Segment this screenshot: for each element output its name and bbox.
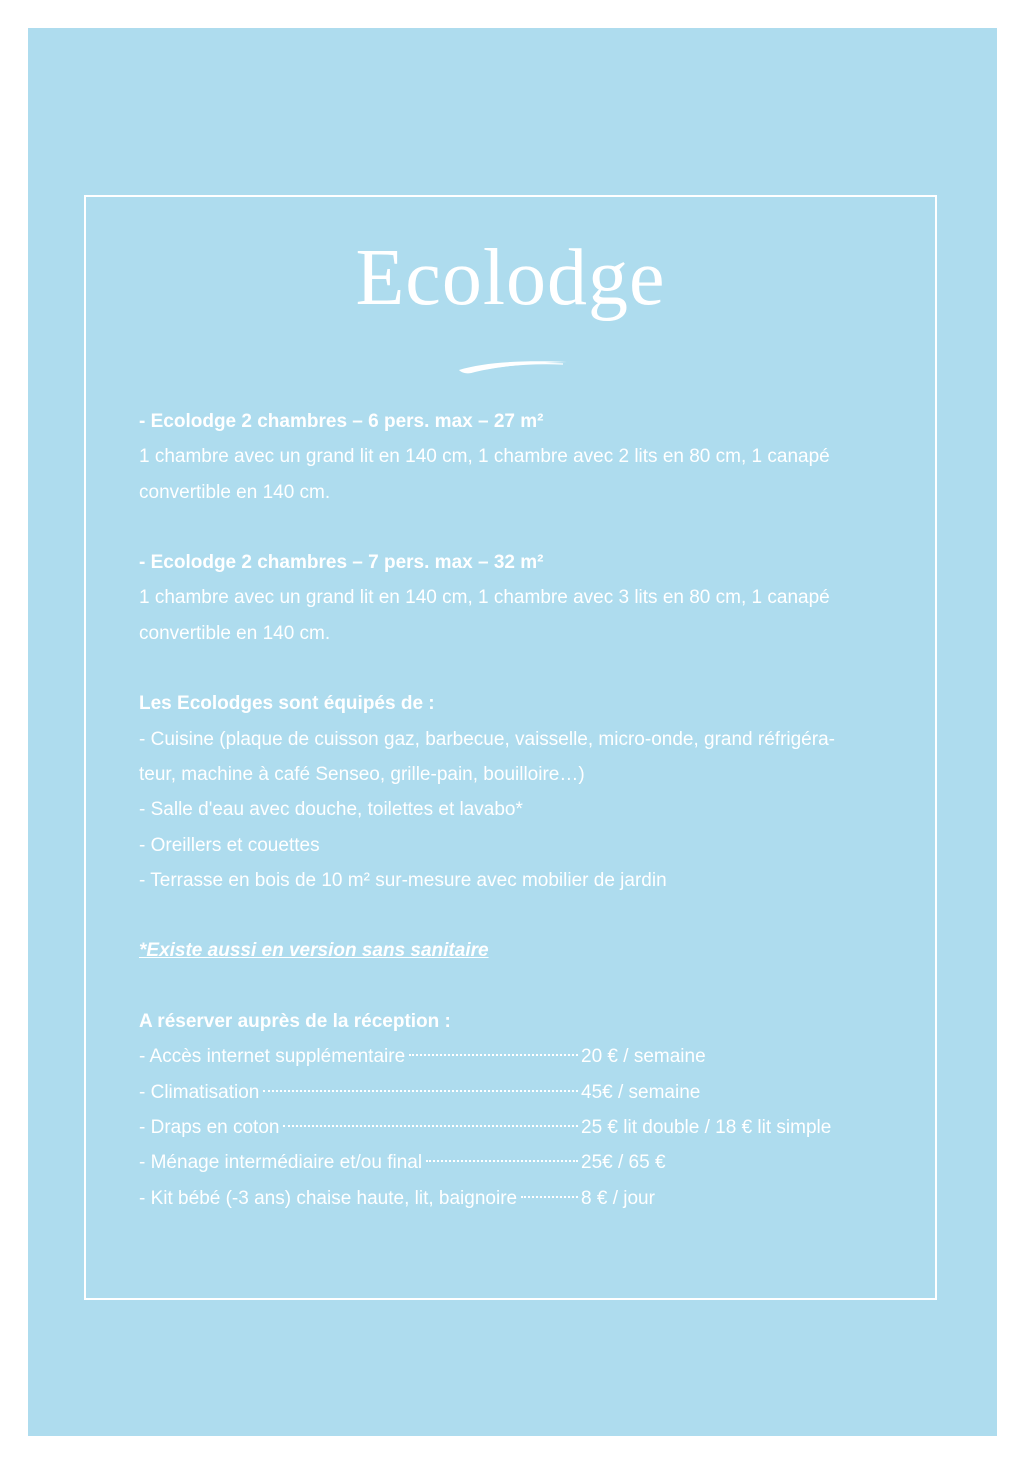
unit-description-line: convertible en 140 cm. bbox=[139, 481, 331, 503]
price-row bbox=[139, 1039, 869, 1074]
sanitary-note: *Existe aussi en version sans sanitaire bbox=[139, 940, 489, 962]
unit-heading: - Ecolodge 2 chambres – 6 pers. max – 27 m² bbox=[139, 411, 544, 432]
price-value: 25 € lit double / 18 € lit simple bbox=[581, 1116, 832, 1138]
price-value: 25€ / 65 € bbox=[581, 1152, 666, 1174]
dot-leader bbox=[409, 1054, 578, 1056]
unit-description-line: 1 chambre avec un grand lit en 140 cm, 1 chambre avec 2 lits en 80 cm, 1 canapé bbox=[139, 446, 830, 468]
price-value: 45€ / semaine bbox=[581, 1081, 701, 1103]
equipment-item: - Salle d'eau avec douche, toilettes et lavabo* bbox=[139, 799, 523, 821]
price-row bbox=[139, 1075, 869, 1110]
price-label: - Accès internet supplémentaire bbox=[139, 1046, 406, 1068]
reservation-heading: A réserver auprès de la réception : bbox=[139, 1011, 451, 1033]
price-row bbox=[139, 1110, 869, 1145]
unit-description-line: convertible en 140 cm. bbox=[139, 622, 331, 644]
dot-leader bbox=[521, 1196, 578, 1198]
price-label-cell bbox=[139, 1039, 581, 1074]
price-value: 20 € / semaine bbox=[581, 1046, 706, 1068]
equipment-item: teur, machine à café Senseo, grille-pain, bouilloire…) bbox=[139, 763, 585, 785]
main-content bbox=[139, 404, 909, 1216]
price-label-cell bbox=[139, 1181, 581, 1216]
spacer bbox=[139, 969, 909, 1004]
price-row bbox=[139, 1145, 869, 1180]
dot-leader bbox=[283, 1125, 578, 1127]
price-label-cell bbox=[139, 1110, 581, 1145]
price-label-cell bbox=[139, 1145, 581, 1180]
price-label-cell bbox=[139, 1075, 581, 1110]
unit-heading: - Ecolodge 2 chambres – 7 pers. max – 32 m² bbox=[139, 552, 544, 574]
price-label: - Ménage intermédiaire et/ou final bbox=[139, 1152, 423, 1174]
decorative-swash-icon bbox=[455, 352, 570, 378]
spacer bbox=[139, 651, 909, 686]
page-title: Ecolodge bbox=[355, 234, 666, 322]
unit-description-line: 1 chambre avec un grand lit en 140 cm, 1 chambre avec 3 lits en 80 cm, 1 canapé bbox=[139, 587, 830, 609]
price-row bbox=[139, 1181, 869, 1216]
equipment-item: - Cuisine (plaque de cuisson gaz, barbecue, vaisselle, micro-onde, grand réfrigéra- bbox=[139, 728, 835, 750]
equipment-item: - Terrasse en bois de 10 m² sur-mesure avec mobilier de jardin bbox=[139, 869, 667, 891]
dot-leader bbox=[426, 1160, 578, 1162]
spacer bbox=[139, 510, 909, 545]
spacer bbox=[139, 898, 909, 933]
price-value: 8 € / jour bbox=[581, 1187, 655, 1209]
price-label: - Kit bébé (-3 ans) chaise haute, lit, baignoire bbox=[139, 1187, 518, 1209]
equipment-heading: Les Ecolodges sont équipés de : bbox=[139, 693, 435, 715]
equipment-item: - Oreillers et couettes bbox=[139, 834, 320, 856]
price-label: - Climatisation bbox=[139, 1081, 260, 1103]
price-label: - Draps en coton bbox=[139, 1116, 280, 1138]
dot-leader bbox=[263, 1090, 578, 1092]
